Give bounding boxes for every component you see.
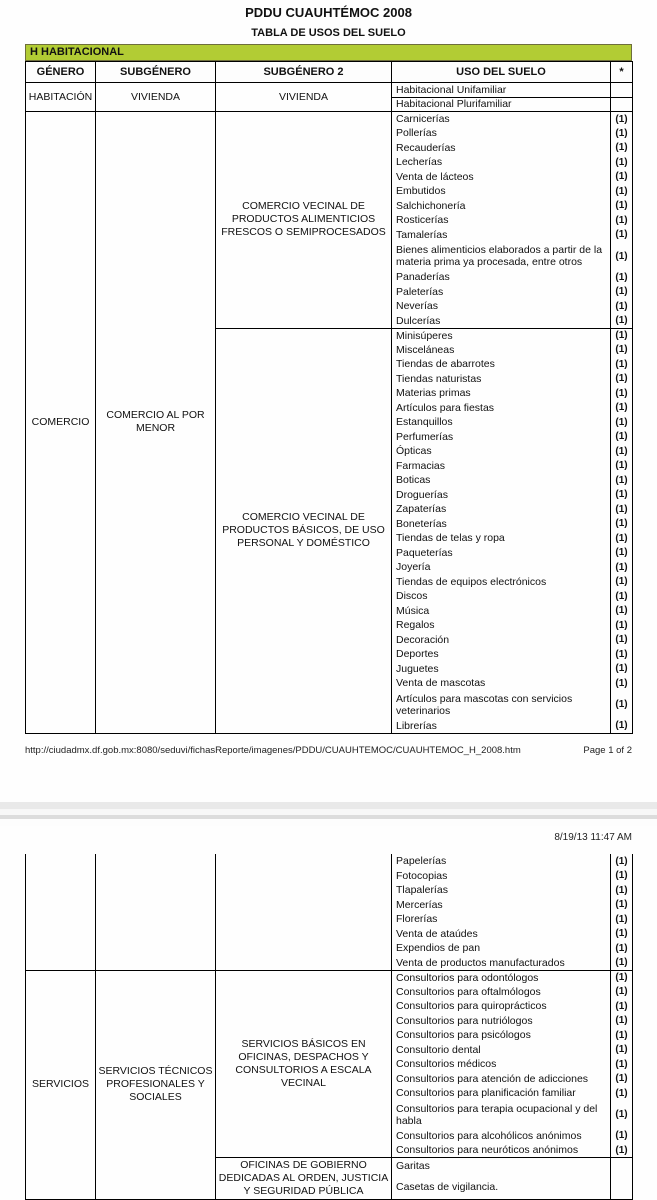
uso-cell: Embutidos <box>392 184 611 199</box>
uso-cell: Consultorios para quiroprácticos <box>392 999 611 1014</box>
star-value-cell: (1) <box>611 242 633 270</box>
uso-cell: Neverías <box>392 299 611 314</box>
star-value-cell: (1) <box>611 676 633 691</box>
uso-cell: Florerías <box>392 912 611 927</box>
uso-cell: Venta de productos manufacturados <box>392 956 611 971</box>
section-banner: H HABITACIONAL <box>25 44 632 61</box>
star-value-cell: (1) <box>611 1086 633 1101</box>
uso-cell: Librerías <box>392 719 611 734</box>
table-header <box>26 62 633 83</box>
star-value-cell: (1) <box>611 401 633 416</box>
star-value-cell: (1) <box>611 517 633 532</box>
star-value-cell: (1) <box>611 357 633 372</box>
table-row <box>26 854 633 869</box>
uso-cell: Estanquillos <box>392 415 611 430</box>
star-value-cell: (1) <box>611 270 633 285</box>
star-value-cell: (1) <box>611 328 633 343</box>
table-row <box>26 970 633 985</box>
uso-cell: Tiendas de abarrotes <box>392 357 611 372</box>
star-value-cell: (1) <box>611 618 633 633</box>
uso-cell: Consultorios para planificación familiar <box>392 1086 611 1101</box>
uso-cell: Consultorios para atención de adicciones <box>392 1072 611 1087</box>
uso-cell: Salchichonería <box>392 199 611 214</box>
uso-cell: Decoración <box>392 633 611 648</box>
uso-cell: Boticas <box>392 473 611 488</box>
uso-cell: Farmacias <box>392 459 611 474</box>
page-2 <box>0 826 657 1200</box>
star-value-cell: (1) <box>611 184 633 199</box>
star-value-cell: (1) <box>611 589 633 604</box>
uso-cell: Boneterías <box>392 517 611 532</box>
uso-cell: Consultorios para oftalmólogos <box>392 985 611 1000</box>
star-value-cell: (1) <box>611 372 633 387</box>
star-value-cell: (1) <box>611 386 633 401</box>
subgenero-cell: VIVIENDA <box>96 83 216 112</box>
uso-cell: Tiendas naturistas <box>392 372 611 387</box>
star-value-cell: (1) <box>611 970 633 985</box>
uso-cell: Papelerías <box>392 854 611 869</box>
star-value-cell: (1) <box>611 415 633 430</box>
uso-cell: Consultorios para psicólogos <box>392 1028 611 1043</box>
header-uso-del-suelo: USO DEL SUELO <box>392 62 611 83</box>
uso-cell: Artículos para mascotas con servicios veterinarios <box>392 691 611 719</box>
star-value-cell: (1) <box>611 941 633 956</box>
genero-cell: COMERCIO <box>26 112 96 734</box>
star-value-cell: (1) <box>611 1014 633 1029</box>
star-value-cell: (1) <box>611 1072 633 1087</box>
uso-cell: Materias primas <box>392 386 611 401</box>
uso-cell: Ópticas <box>392 444 611 459</box>
uso-cell: Paleterías <box>392 285 611 300</box>
header-asterisk: * <box>611 62 633 83</box>
uso-cell: Venta de ataúdes <box>392 927 611 942</box>
star-value-cell <box>611 97 633 112</box>
uso-cell: Rosticerías <box>392 213 611 228</box>
star-value-cell: (1) <box>611 1143 633 1158</box>
star-value-cell: (1) <box>611 912 633 927</box>
star-value-cell: (1) <box>611 199 633 214</box>
star-value-cell: (1) <box>611 999 633 1014</box>
footer-page-number: Page 1 of 2 <box>583 745 632 756</box>
star-value-cell: (1) <box>611 869 633 884</box>
star-value-cell: (1) <box>611 430 633 445</box>
header-subgenero2: SUBGÉNERO 2 <box>216 62 392 83</box>
uso-cell: Consultorios para terapia ocupacional y del habla <box>392 1101 611 1129</box>
star-value-cell: (1) <box>611 662 633 677</box>
subgenero-cell: COMERCIO AL POR MENOR <box>96 112 216 734</box>
star-value-cell: (1) <box>611 854 633 869</box>
uso-cell: Habitacional Plurifamiliar <box>392 97 611 112</box>
star-value-cell: (1) <box>611 314 633 329</box>
star-value-cell: (1) <box>611 604 633 619</box>
star-value-cell: (1) <box>611 213 633 228</box>
star-value-cell: (1) <box>611 531 633 546</box>
uso-cell: Misceláneas <box>392 343 611 358</box>
star-value-cell: (1) <box>611 502 633 517</box>
star-value-cell: (1) <box>611 141 633 156</box>
footer-url: http://ciudadmx.df.gob.mx:8080/seduvi/fichasReporte/imagenes/PDDU/CUAUHTEMOC/CUAUHTEMOC_H_2008.htm <box>25 745 521 756</box>
star-value-cell: (1) <box>611 1028 633 1043</box>
star-value-cell: (1) <box>611 927 633 942</box>
uso-cell: Zapaterías <box>392 502 611 517</box>
subgenero2-cell: COMERCIO VECINAL DE PRODUCTOS ALIMENTICIOS FRESCOS O SEMIPROCESADOS <box>216 112 392 329</box>
uso-cell: Consultorios para odontólogos <box>392 970 611 985</box>
subgenero2-cell: OFICINAS DE GOBIERNO DEDICADAS AL ORDEN, JUSTICIA Y SEGURIDAD PÚBLICA <box>216 1158 392 1200</box>
uso-cell: Tiendas de telas y ropa <box>392 531 611 546</box>
uso-cell: Casetas de vigilancia. <box>392 1179 611 1200</box>
uso-cell: Droguerías <box>392 488 611 503</box>
uso-cell: Mercerías <box>392 898 611 913</box>
uso-cell: Discos <box>392 589 611 604</box>
star-value-cell: (1) <box>611 575 633 590</box>
uso-cell: Tamalerías <box>392 228 611 243</box>
star-value-cell: (1) <box>611 170 633 185</box>
uso-cell: Música <box>392 604 611 619</box>
table-row <box>26 112 633 127</box>
genero-cell: HABITACIÓN <box>26 83 96 112</box>
star-value-cell: (1) <box>611 1057 633 1072</box>
uso-cell: Habitacional Unifamiliar <box>392 83 611 98</box>
uso-cell: Regalos <box>392 618 611 633</box>
star-value-cell: (1) <box>611 560 633 575</box>
table-row <box>26 83 633 98</box>
page-subtitle: TABLA DE USOS DEL SUELO <box>251 27 406 39</box>
uso-cell: Juguetes <box>392 662 611 677</box>
uso-cell: Consultorios para alcohólicos anónimos <box>392 1129 611 1144</box>
table-body-page1 <box>26 83 633 734</box>
star-value-cell: (1) <box>611 956 633 971</box>
uso-cell: Venta de lácteos <box>392 170 611 185</box>
star-value-cell: (1) <box>611 444 633 459</box>
uso-cell: Dulcerías <box>392 314 611 329</box>
subgenero-cell <box>96 854 216 970</box>
star-value-cell: (1) <box>611 299 633 314</box>
uso-cell: Consultorios para neuróticos anónimos <box>392 1143 611 1158</box>
star-value-cell: (1) <box>611 343 633 358</box>
star-value-cell <box>611 1158 633 1179</box>
table-body-page2 <box>26 854 633 1200</box>
star-value-cell <box>611 1179 633 1200</box>
uso-cell: Bienes alimenticios elaborados a partir de la materia prima ya procesada, entre otros <box>392 242 611 270</box>
star-value-cell: (1) <box>611 883 633 898</box>
uso-cell: Tiendas de equipos electrónicos <box>392 575 611 590</box>
star-value-cell: (1) <box>611 112 633 127</box>
page-footer <box>25 745 632 756</box>
uso-cell: Consultorios para nutriólogos <box>392 1014 611 1029</box>
star-value-cell: (1) <box>611 155 633 170</box>
star-value-cell: (1) <box>611 546 633 561</box>
uso-cell: Tlapalerías <box>392 883 611 898</box>
uso-cell: Venta de mascotas <box>392 676 611 691</box>
uso-cell: Minisúperes <box>392 328 611 343</box>
uso-cell: Joyería <box>392 560 611 575</box>
page-separator <box>0 802 657 826</box>
star-value-cell: (1) <box>611 719 633 734</box>
uso-cell: Artículos para fiestas <box>392 401 611 416</box>
genero-cell: SERVICIOS <box>26 970 96 1200</box>
star-value-cell: (1) <box>611 985 633 1000</box>
land-use-table-page1 <box>25 61 633 734</box>
uso-cell: Pollerías <box>392 126 611 141</box>
uso-cell: Deportes <box>392 647 611 662</box>
star-value-cell: (1) <box>611 898 633 913</box>
star-value-cell: (1) <box>611 691 633 719</box>
star-value-cell: (1) <box>611 459 633 474</box>
star-value-cell: (1) <box>611 1129 633 1144</box>
subgenero2-cell: VIVIENDA <box>216 83 392 112</box>
subgenero-cell: SERVICIOS TÉCNICOS PROFESIONALES Y SOCIALES <box>96 970 216 1200</box>
print-timestamp: 8/19/13 11:47 AM <box>554 832 632 843</box>
star-value-cell: (1) <box>611 126 633 141</box>
star-value-cell: (1) <box>611 647 633 662</box>
star-value-cell: (1) <box>611 473 633 488</box>
header-genero: GÉNERO <box>26 62 96 83</box>
star-value-cell: (1) <box>611 228 633 243</box>
star-value-cell: (1) <box>611 1101 633 1129</box>
genero-cell <box>26 854 96 970</box>
star-value-cell: (1) <box>611 488 633 503</box>
uso-cell: Carnicerías <box>392 112 611 127</box>
uso-cell: Fotocopias <box>392 869 611 884</box>
star-value-cell: (1) <box>611 1043 633 1058</box>
land-use-table-page2 <box>25 854 633 1200</box>
subgenero2-cell: SERVICIOS BÁSICOS EN OFICINAS, DESPACHOS Y CONSULTORIOS A ESCALA VECINAL <box>216 970 392 1158</box>
header-row <box>26 62 633 83</box>
star-value-cell: (1) <box>611 285 633 300</box>
uso-cell: Perfumerías <box>392 430 611 445</box>
uso-cell: Garitas <box>392 1158 611 1179</box>
star-value-cell <box>611 83 633 98</box>
uso-cell: Recauderías <box>392 141 611 156</box>
uso-cell: Consultorio dental <box>392 1043 611 1058</box>
subgenero2-cell: COMERCIO VECINAL DE PRODUCTOS BÁSICOS, DE USO PERSONAL Y DOMÉSTICO <box>216 328 392 733</box>
header-subgenero: SUBGÉNERO <box>96 62 216 83</box>
uso-cell: Consultorios médicos <box>392 1057 611 1072</box>
uso-cell: Lecherías <box>392 155 611 170</box>
page-title: PDDU CUAUHTÉMOC 2008 <box>245 5 412 20</box>
uso-cell: Panaderías <box>392 270 611 285</box>
uso-cell: Paqueterías <box>392 546 611 561</box>
subgenero2-cell <box>216 854 392 970</box>
star-value-cell: (1) <box>611 633 633 648</box>
uso-cell: Expendios de pan <box>392 941 611 956</box>
